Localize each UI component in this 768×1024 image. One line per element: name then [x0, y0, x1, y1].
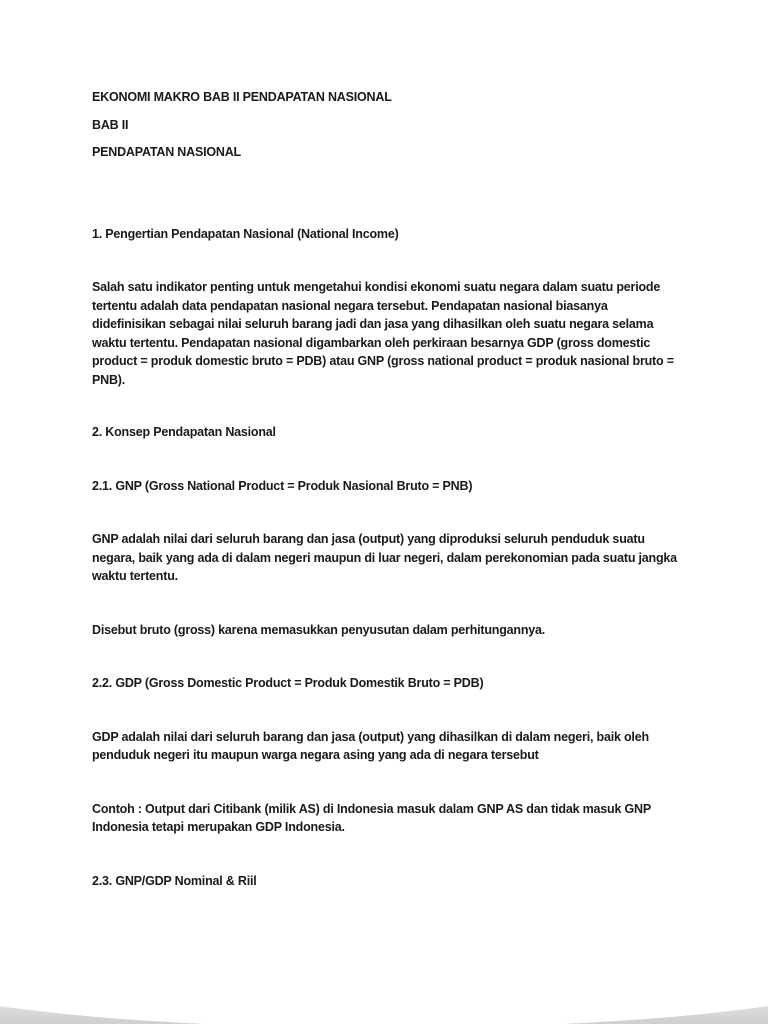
section-heading-2-1: 2.1. GNP (Gross National Product = Produk Nasional Bruto = PNB) — [92, 478, 473, 493]
section-heading-2: 2. Konsep Pendapatan Nasional — [92, 425, 276, 439]
chapter-subheading: PENDAPATAN NASIONAL — [92, 145, 241, 159]
paragraph-contoh: Contoh : Output dari Citibank (milik AS) di Indonesia masuk dalam GNP AS dan tidak masuk GNP Indonesia tetapi merupakan GDP Indonesia. — [92, 801, 651, 834]
paragraph-gnp: GNP adalah nilai dari seluruh barang dan jasa (output) yang diproduksi seluruh penduduk suatu negara, baik yang ada di dalam negeri maupun di luar negeri, dalam perekonomian pada suatu jangka waktu tertentu. — [92, 532, 677, 583]
section-heading-2-2: 2.2. GDP (Gross Domestic Product = Produk Domestik Bruto = PDB) — [92, 676, 484, 690]
page-curl-curve — [0, 906, 768, 1024]
document-content — [92, 88, 684, 925]
section-heading-1: 1. Pengertian Pendapatan Nasional (National Income) — [92, 226, 399, 241]
doc-title: EKONOMI MAKRO BAB II PENDAPATAN NASIONAL — [92, 90, 392, 104]
paragraph-intro: Salah satu indikator penting untuk mengetahui kondisi ekonomi suatu negara dalam suatu periode tertentu adalah data pendapatan nasional negara tersebut. Pendapatan nasional biasanya didefinisikan sebagai nilai seluruh barang jadi dan jasa yang dihasilkan oleh suatu negara selama waktu tertentu. Pendapatan nasional digambarkan oleh perkiraan besarnya GDP (gross domestic product = produk domestic bruto = PDB) atau GNP (gross national product = produk nasional bruto = PNB). — [92, 280, 674, 387]
paragraph-bruto: Disebut bruto (gross) karena memasukkan penyusutan dalam perhitungannya. — [92, 622, 546, 637]
chapter-heading: BAB II — [92, 117, 129, 132]
paragraph-gdp: GDP adalah nilai dari seluruh barang dan jasa (output) yang dihasilkan di dalam negeri, baik oleh penduduk negeri itu maupun warga negara asing yang ada di negara tersebut — [92, 729, 649, 762]
section-heading-2-3: 2.3. GNP/GDP Nominal & Riil — [92, 873, 257, 888]
